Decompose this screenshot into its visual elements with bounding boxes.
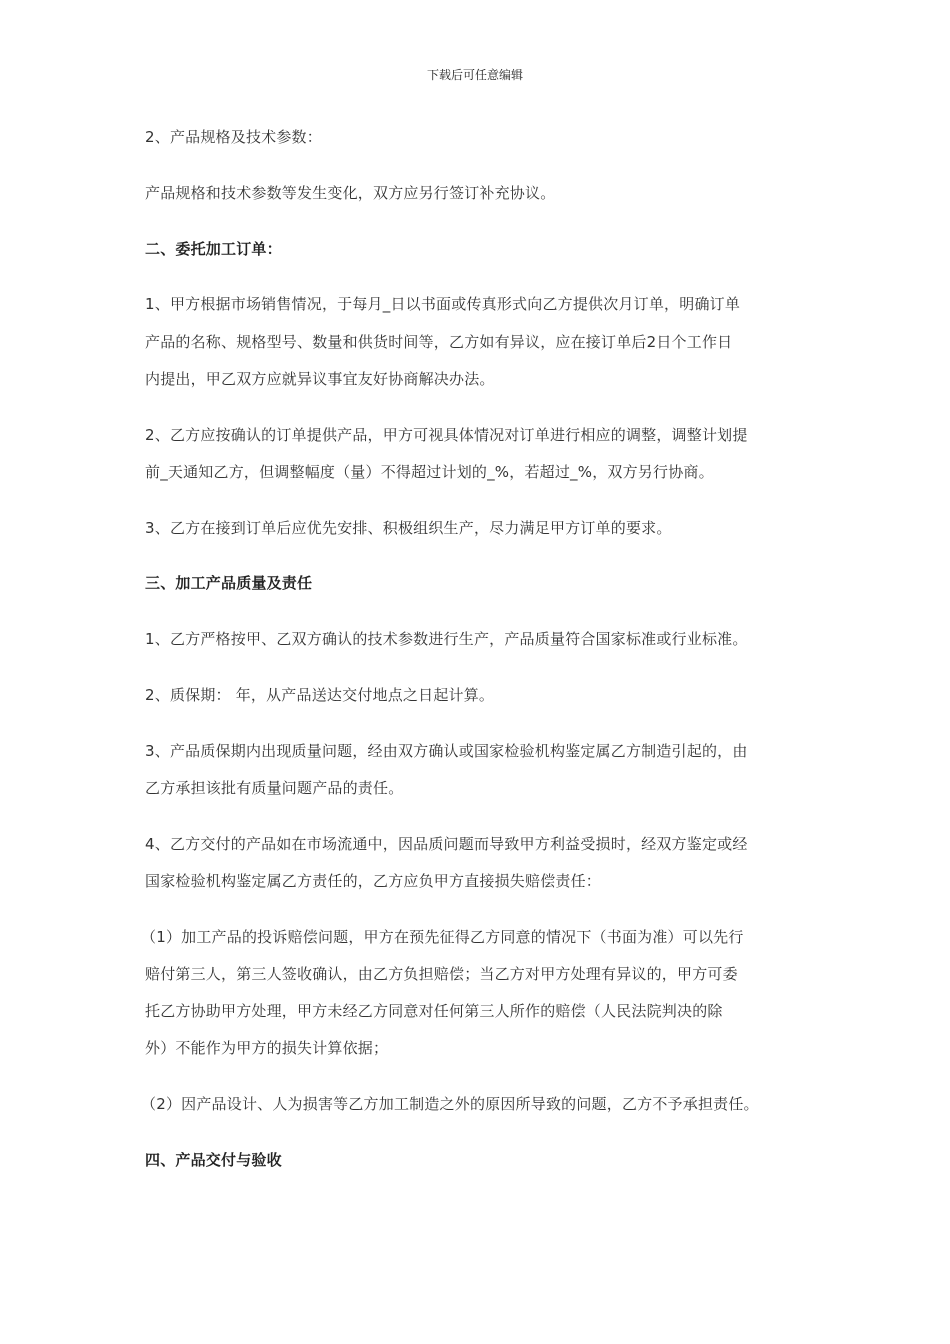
clause-2-spec-title: 2、产品规格及技术参数： <box>145 128 322 146</box>
order-clause-2-line-1: 2、乙方应按确认的订单提供产品，甲方可视具体情况对订单进行相应的调整，调整计划提 <box>145 426 748 444</box>
quality-clause-4-line-1: 4、乙方交付的产品如在市场流通中，因品质问题而导致甲方利益受损时，经双方鉴定或经 <box>145 835 748 853</box>
spec-change-text: 产品规格和技术参数等发生变化，双方应另行签订补充协议。 <box>145 184 556 202</box>
quality-clause-3-line-1: 3、产品质保期内出现质量问题，经由双方确认或国家检验机构鉴定属乙方制造引起的，由 <box>145 742 748 760</box>
order-clause-2-line-2: 前_天通知乙方，但调整幅度（量）不得超过计划的_%，若超过_%，双方另行协商。 <box>145 463 714 481</box>
order-clause-1-line-3: 内提出，甲乙双方应就异议事宜友好协商解决办法。 <box>145 370 495 388</box>
sub-clause-2: （2）因产品设计、人为损害等乙方加工制造之外的原因所导致的问题，乙方不予承担责任。 <box>141 1095 759 1113</box>
sub-clause-1-line-3: 托乙方协助甲方处理，甲方未经乙方同意对任何第三人所作的赔偿（人民法院判决的除 <box>145 1002 723 1020</box>
quality-clause-1: 1、乙方严格按甲、乙双方确认的技术参数进行生产，产品质量符合国家标准或行业标准。 <box>145 630 748 648</box>
sub-clause-1-line-2: 赔付第三人，第三人签收确认，由乙方负担赔偿；当乙方对甲方处理有异议的，甲方可委 <box>145 965 738 983</box>
sub-clause-1-line-1: （1）加工产品的投诉赔偿问题，甲方在预先征得乙方同意的情况下（书面为准）可以先行 <box>141 928 744 946</box>
section-3-heading: 三、加工产品质量及责任 <box>145 574 313 592</box>
section-2-heading: 二、委托加工订单： <box>145 240 282 258</box>
page-header: 下载后可任意编辑 <box>426 68 523 82</box>
order-clause-1-line-2: 产品的名称、规格型号、数量和供货时间等，乙方如有异议，应在接订单后2日个工作日 <box>145 333 733 351</box>
quality-clause-2: 2、质保期： 年，从产品送达交付地点之日起计算。 <box>145 686 495 704</box>
sub-clause-1-line-4: 外）不能作为甲方的损失计算依据； <box>145 1039 389 1057</box>
order-clause-1-line-1: 1、甲方根据市场销售情况，于每月_日以书面或传真形式向乙方提供次月订单，明确订单 <box>145 295 741 313</box>
quality-clause-4-line-2: 国家检验机构鉴定属乙方责任的，乙方应负甲方直接损失赔偿责任： <box>145 872 602 890</box>
quality-clause-3-line-2: 乙方承担该批有质量问题产品的责任。 <box>145 779 404 797</box>
section-4-heading: 四、产品交付与验收 <box>145 1151 282 1169</box>
order-clause-3: 3、乙方在接到订单后应优先安排、积极组织生产，尽力满足甲方订单的要求。 <box>145 519 672 537</box>
